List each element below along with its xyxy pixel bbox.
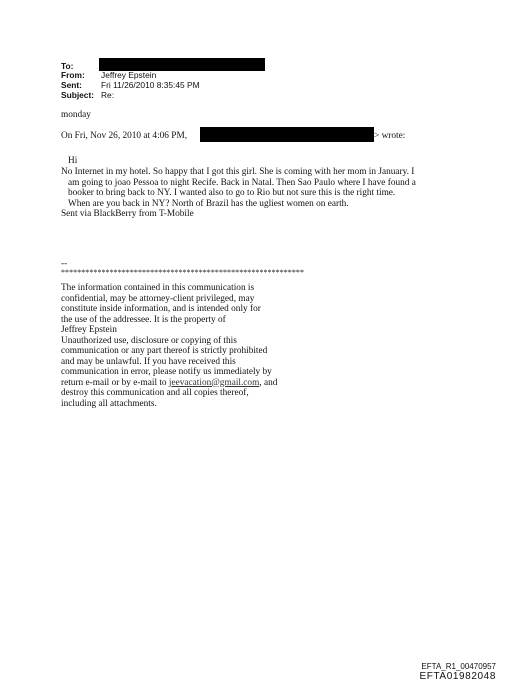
disclaimer-line: and may be unlawful. If you have received this xyxy=(61,356,236,367)
redaction-sender xyxy=(200,127,374,142)
disclaimer-text xyxy=(61,283,277,409)
quote-wrote: > wrote: xyxy=(374,131,406,141)
bates-number-secondary: EFTA01982048 xyxy=(419,671,496,682)
greeting: Hi xyxy=(68,156,78,166)
disclaimer-line: The information contained in this communication is xyxy=(61,283,255,293)
to-label: To: xyxy=(61,61,74,71)
disclaimer-line: constitute inside information, and is intended only for xyxy=(61,304,261,314)
disclaimer-line: confidential, may be attorney-client privileged, may xyxy=(61,293,255,304)
disclaimer-line: Jeffrey Epstein xyxy=(61,325,117,335)
sent-row xyxy=(61,80,200,90)
email-line-prefix: return e-mail or by e-mail to xyxy=(61,377,169,388)
quote-intro: On Fri, Nov 26, 2010 at 4:06 PM, xyxy=(61,131,188,141)
disclaimer-email-line xyxy=(61,378,277,389)
disclaimer-line: including all attachments. xyxy=(61,398,157,409)
message-line: When are you back in NY? North of Brazil has the ugliest women on earth. xyxy=(68,198,349,209)
sent-label: Sent: xyxy=(61,80,82,90)
from-row xyxy=(61,70,156,80)
sent-value: Fri 11/26/2010 8:35:45 PM xyxy=(101,80,200,90)
subject-label: Subject: xyxy=(61,90,95,100)
email-line-suffix: , and xyxy=(259,377,278,388)
from-label: From: xyxy=(61,70,85,80)
message-line: No Internet in my hotel. So happy that I got this girl. She is coming with her mom in January. I xyxy=(61,167,415,177)
disclaimer-line: the use of the addressee. It is the property of xyxy=(61,314,226,325)
separator-dash: -- xyxy=(61,259,68,269)
disclaimer-line: communication or any part thereof is strictly prohibited xyxy=(61,346,268,356)
reply-text: monday xyxy=(61,110,91,120)
from-value: Jeffrey Epstein xyxy=(101,70,157,80)
subject-value: Re: xyxy=(101,90,115,100)
bates-number-primary: EFTA_R1_00470957 xyxy=(421,662,496,671)
message-line: am going to joao Pessoa to night Recife. Back in Natal. Then Sao Paulo where I have found a xyxy=(68,177,416,188)
disclaimer-line: destroy this communication and all copies thereof, xyxy=(61,388,249,398)
message-signature: Sent via BlackBerry from T-Mobile xyxy=(61,209,194,219)
message-line: booker to bring back to NY. I wanted also to go to Rio but not sure this is the right time. xyxy=(68,188,396,198)
email-link[interactable]: jeevacation@gmail.com xyxy=(168,377,260,388)
quoted-message xyxy=(61,167,416,220)
disclaimer-line: communication in error, please notify us immediately by xyxy=(61,367,272,377)
subject-row xyxy=(61,90,114,100)
disclaimer-line: Unauthorized use, disclosure or copying of this xyxy=(61,335,237,346)
separator-stars: ************************************************************ xyxy=(61,268,304,277)
